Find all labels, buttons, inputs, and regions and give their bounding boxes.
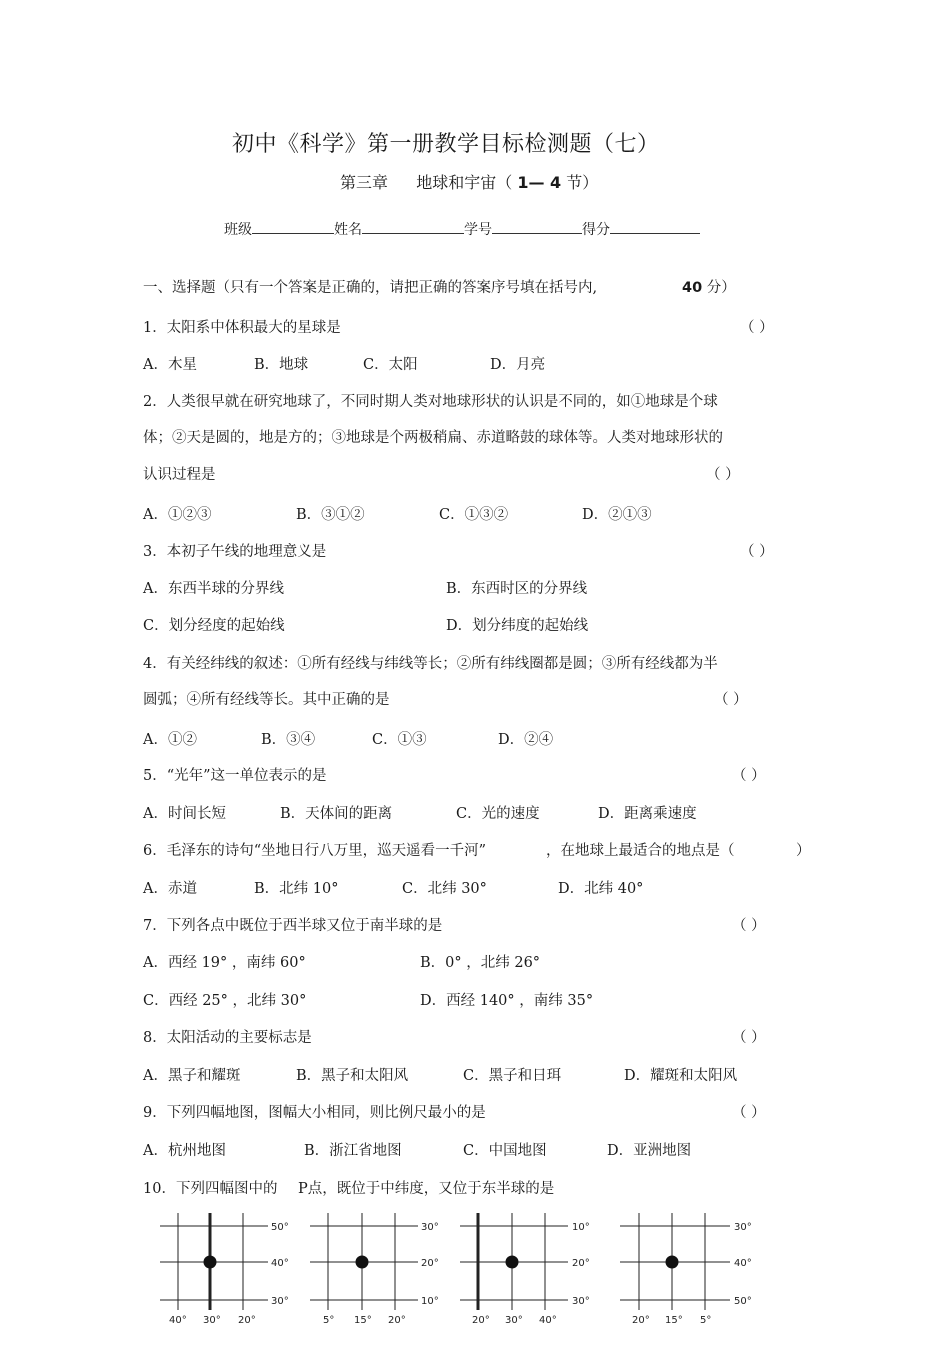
question-2-line3: 认识过程是	[143, 467, 216, 483]
fig4-lon-1: 20°	[632, 1315, 650, 1326]
option-4b: B．③④	[261, 732, 316, 748]
question-8: 8．太阳活动的主要标志是	[143, 1030, 312, 1046]
option-4a: A．①②	[143, 732, 197, 748]
option-8c: C．黑子和日珥	[463, 1068, 562, 1084]
subtitle-chapter: 第三章	[340, 173, 389, 192]
question-10-part2: P点，既位于中纬度，又位于东半球的是	[298, 1181, 555, 1197]
option-1a: A．木星	[143, 357, 197, 373]
class-label: 班级	[224, 222, 252, 238]
question-2-line1: 2．人类很早就在研究地球了，不同时期人类对地球形状的认识是不同的，如①地球是个球	[143, 394, 718, 410]
question-10-part1: 10．下列四幅图中的	[143, 1181, 278, 1197]
subtitle	[340, 170, 598, 193]
option-8a: A．黑子和耀斑	[143, 1068, 241, 1084]
fig1-lon-1: 40°	[169, 1315, 187, 1326]
option-7b: B．0° ，北纬 26°	[420, 955, 541, 971]
option-5b: B．天体间的距离	[280, 806, 393, 822]
answer-paren-6[interactable]: ）	[796, 843, 811, 859]
option-6b: B．北纬 10°	[254, 881, 339, 897]
option-1b: B．地球	[254, 357, 309, 373]
option-3c: C．划分经度的起始线	[143, 618, 285, 634]
fig2-lat-3: 10°	[421, 1296, 439, 1307]
option-2a: A．①②③	[143, 507, 212, 523]
question-7: 7．下列各点中既位于西半球又位于南半球的是	[143, 918, 443, 934]
question-2-line2: 体；②天是圆的，地是方的；③地球是个两极稍扁、赤道略鼓的球体等。人类对地球形状的	[143, 430, 723, 446]
fig3-lat-3: 30°	[572, 1296, 590, 1307]
fig2-lat-2: 20°	[421, 1258, 439, 1269]
option-9b: B．浙江省地图	[304, 1143, 402, 1159]
grid-figure-2	[310, 1213, 439, 1326]
class-field[interactable]	[252, 219, 334, 234]
option-9c: C．中国地图	[463, 1143, 547, 1159]
option-5a: A．时间长短	[143, 806, 226, 822]
grid-figure-3	[460, 1213, 590, 1326]
fig3-lat-2: 20°	[572, 1258, 590, 1269]
point-p-marker-4	[666, 1256, 679, 1269]
option-1c: C．太阳	[363, 357, 418, 373]
fig3-lon-1: 20°	[472, 1315, 490, 1326]
score-field[interactable]	[610, 219, 700, 234]
option-7d: D．西经 140° ，南纬 35°	[420, 993, 594, 1009]
lat-lon-grid-figures	[150, 1208, 790, 1338]
fig1-lat-2: 40°	[271, 1258, 289, 1269]
question-6-part2: ，在地球上最适合的地点是（	[546, 843, 735, 859]
option-3a: A．东西半球的分界线	[143, 581, 284, 597]
point-p-marker-2	[356, 1256, 369, 1269]
fig4-lat-1: 30°	[734, 1222, 752, 1233]
option-7c: C．西经 25° ，北纬 30°	[143, 993, 307, 1009]
option-3d: D．划分纬度的起始线	[446, 618, 589, 634]
option-8b: B．黑子和太阳风	[296, 1068, 409, 1084]
grid-figure-4	[620, 1213, 752, 1326]
option-2d: D．②①③	[582, 507, 652, 523]
fig4-lat-3: 50°	[734, 1296, 752, 1307]
id-label: 学号	[464, 222, 492, 238]
subtitle-tail: 节）	[566, 173, 599, 192]
fig2-lon-1: 5°	[323, 1315, 335, 1326]
answer-paren-4[interactable]: （ ）	[714, 692, 748, 708]
name-label: 姓名	[334, 222, 362, 238]
answer-paren-8[interactable]: （ ）	[732, 1030, 766, 1046]
name-field[interactable]	[362, 219, 464, 234]
question-9: 9．下列四幅地图，图幅大小相同，则比例尺最小的是	[143, 1105, 486, 1121]
answer-paren-9[interactable]: （ ）	[732, 1105, 766, 1121]
fig1-lat-1: 50°	[271, 1222, 289, 1233]
option-8d: D．耀斑和太阳风	[624, 1068, 738, 1084]
subtitle-range: 1— 4	[517, 173, 562, 192]
option-1d: D．月亮	[490, 357, 546, 373]
question-4-line2: 圆弧；④所有经线等长。其中正确的是	[143, 692, 390, 708]
option-6c: C．北纬 30°	[402, 881, 487, 897]
option-5d: D．距离乘速度	[598, 806, 697, 822]
fig3-lon-3: 40°	[539, 1315, 557, 1326]
fig3-lon-2: 30°	[505, 1315, 523, 1326]
question-1: 1．太阳系中体积最大的星球是	[143, 320, 341, 336]
grid-figure-1	[160, 1213, 289, 1326]
fig4-lon-3: 5°	[700, 1315, 712, 1326]
option-9d: D．亚洲地图	[607, 1143, 692, 1159]
option-4c: C．①③	[372, 732, 427, 748]
question-5: 5．“光年”这一单位表示的是	[143, 768, 327, 784]
fig1-lat-3: 30°	[271, 1296, 289, 1307]
option-9a: A．杭州地图	[143, 1143, 226, 1159]
question-6-part1: 6．毛泽东的诗句“坐地日行八万里，巡天遥看一千河”	[143, 843, 487, 859]
id-field[interactable]	[492, 219, 582, 234]
option-6a: A．赤道	[143, 881, 197, 897]
answer-paren-1[interactable]: （ ）	[740, 320, 774, 336]
question-4-line1: 4．有关经纬线的叙述：①所有经线与纬线等长；②所有纬线圈都是圆；③所有经线都为半	[143, 656, 718, 672]
fig2-lon-2: 15°	[354, 1315, 372, 1326]
answer-paren-7[interactable]: （ ）	[732, 918, 766, 934]
option-4d: D．②④	[498, 732, 554, 748]
point-p-marker-1	[204, 1256, 217, 1269]
option-2c: C．①③②	[439, 507, 509, 523]
question-3: 3．本初子午线的地理意义是	[143, 544, 327, 560]
section-header: 一、选择题（只有一个答案是正确的，请把正确的答案序号填在括号内,	[143, 280, 598, 296]
fig2-lon-3: 20°	[388, 1315, 406, 1326]
option-2b: B．③①②	[296, 507, 365, 523]
fig2-lat-1: 30°	[421, 1222, 439, 1233]
fig4-lon-2: 15°	[665, 1315, 683, 1326]
fig1-lon-3: 20°	[238, 1315, 256, 1326]
fig4-lat-2: 40°	[734, 1258, 752, 1269]
answer-paren-5[interactable]: （ ）	[732, 768, 766, 784]
fig3-lat-1: 10°	[572, 1222, 590, 1233]
answer-paren-3[interactable]: （ ）	[740, 544, 774, 560]
fig1-lon-2: 30°	[203, 1315, 221, 1326]
section-points: 40 分）	[682, 280, 736, 296]
score-label: 得分	[582, 222, 610, 238]
student-info-line	[224, 219, 700, 239]
page-title: 初中《科学》第一册教学目标检测题（七）	[232, 132, 660, 157]
option-3b: B．东西时区的分界线	[446, 581, 588, 597]
option-7a: A．西经 19° ，南纬 60°	[143, 955, 306, 971]
answer-paren-2[interactable]: （ ）	[706, 467, 740, 483]
option-6d: D．北纬 40°	[558, 881, 644, 897]
subtitle-topic: 地球和宇宙（	[416, 173, 513, 192]
option-5c: C．光的速度	[456, 806, 540, 822]
point-p-marker-3	[506, 1256, 519, 1269]
